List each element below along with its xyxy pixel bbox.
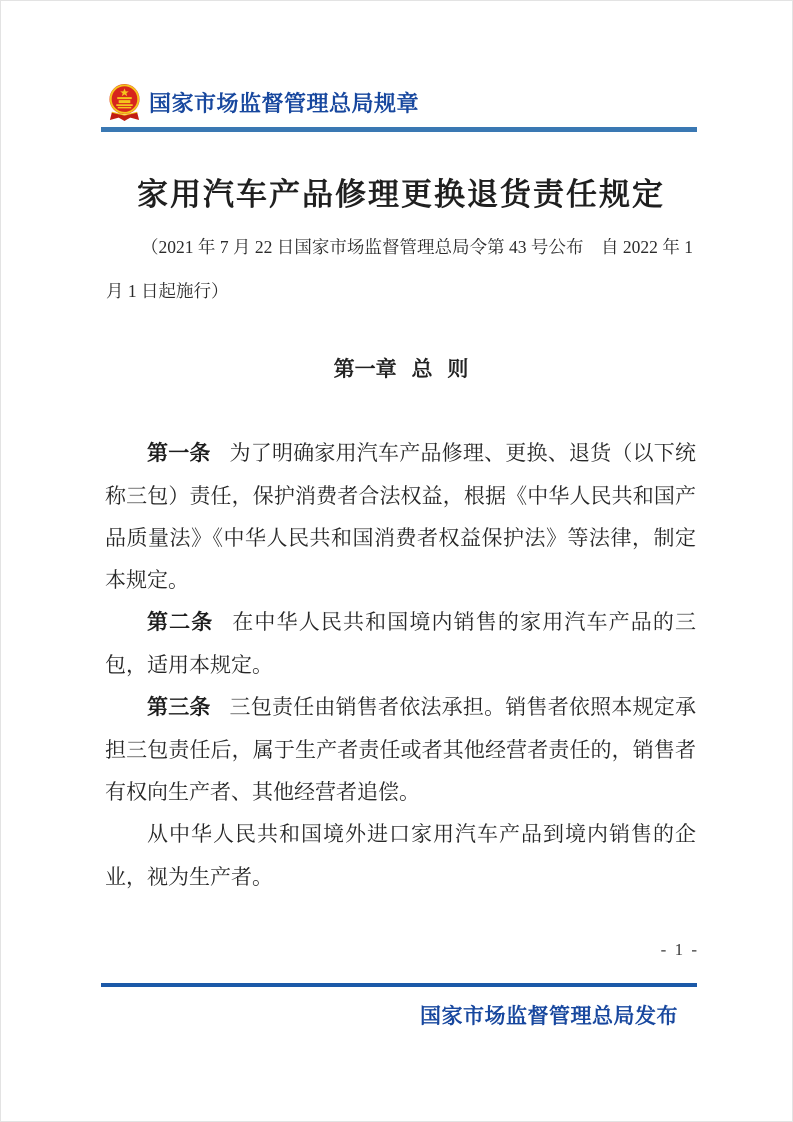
article-paragraph-1 [105,432,696,601]
header-agency-label: 国家市场监督管理总局规章 [149,91,420,116]
article-paragraph-2 [105,601,696,686]
article-paragraph-4 [105,813,696,898]
article-3-label: 第三条 [147,696,211,719]
header-rule [101,127,697,132]
document-body [105,432,696,898]
article-1-text: 为了明确家用汽车产品修理、更换、退货（以下统称三包）责任，保护消费者合法权益，根据《中华人民共和国产品质量法》《中华人民共和国消费者权益保护法》等法律，制定本规定。 [105,441,696,592]
document-title: 家用汽车产品修理更换退货责任规定 [137,177,665,212]
article-2-text: 在中华人民共和国境内销售的家用汽车产品的三包，适用本规定。 [105,610,696,677]
article-3-text: 三包责任由销售者依法承担。销售者依照本规定承担三包责任后，属于生产者责任或者其他经营者责任的，销售者有权向生产者、其他经营者追偿。 [105,695,696,804]
national-emblem-icon [107,83,142,122]
publisher-label: 国家市场监督管理总局发布 [420,1005,678,1028]
chapter-heading: 第一章 总 则 [333,358,469,381]
article-paragraph-3 [105,686,696,813]
promulgation-note: （2021 年 7 月 22 日国家市场监督管理总局令第 43 号公布 自 2022 年 1 月 1 日起施行） [106,237,693,301]
article-4-text: 从中华人民共和国境外进口家用汽车产品到境内销售的企业，视为生产者。 [105,822,696,889]
article-1-label: 第一条 [147,442,211,465]
page-header [107,83,419,122]
article-2-label: 第二条 [147,611,214,634]
footer-rule [101,983,697,987]
page-number: - 1 - [660,940,699,959]
